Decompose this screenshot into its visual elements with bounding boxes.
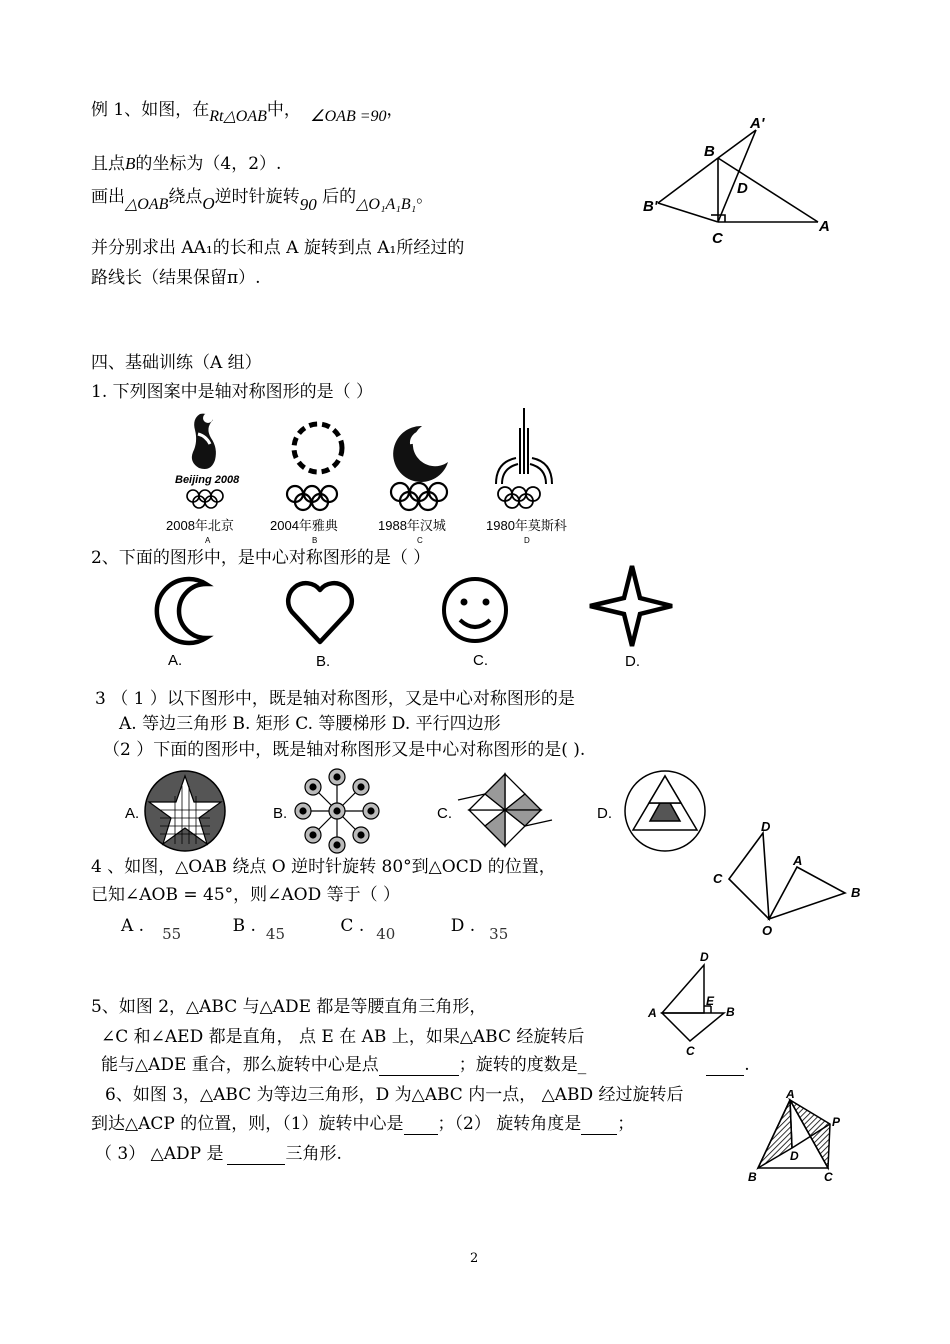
fig6-label-p: P: [832, 1115, 841, 1129]
fig4-label-c: C: [713, 871, 723, 886]
q6-line3: （ 3） △ADP 是 三角形.: [95, 1144, 342, 1164]
fig1-label-c: C: [712, 230, 723, 247]
fig5-label-e: E: [706, 994, 715, 1008]
q4-figure: [705, 815, 870, 940]
smiley-shape: [444, 579, 506, 641]
fig4-label-a: A: [793, 853, 803, 868]
q1-letter-d: D: [524, 536, 530, 545]
q4-val-b: 45: [265, 925, 285, 943]
fig5-label-a: A: [648, 1006, 657, 1020]
fig6-label-a: A: [786, 1090, 795, 1101]
q4-val-c: 40: [376, 925, 396, 943]
q5-line1: 5、如图 2，△ABC 与△ADE 都是等腰直角三角形，: [91, 997, 487, 1017]
fig1-label-b1: B': [643, 198, 658, 215]
fig4-label-d: D: [761, 819, 771, 834]
q4-opt-c: C .: [340, 916, 365, 936]
q4-options: [121, 915, 509, 943]
q4-opt-b: B .: [232, 916, 256, 936]
fig1-label-d: D: [737, 180, 748, 197]
q4-val-d: 35: [489, 925, 509, 943]
heart-shape: [288, 583, 352, 642]
q3-letter-a: A.: [125, 805, 140, 822]
q6-blank-type[interactable]: [227, 1148, 285, 1165]
q3-letter-c: C.: [437, 805, 452, 822]
example1-figure: [638, 110, 838, 250]
q4-val-a: 55: [162, 925, 182, 943]
pinwheel-figure: [458, 774, 552, 846]
q1-caption-d: 1980年莫斯科: [486, 518, 567, 533]
example1-line2: 且点B的坐标为（4，2）.: [91, 154, 282, 174]
section-title: 四、基础训练（A 组）: [91, 353, 262, 373]
fig5-label-c: C: [686, 1044, 695, 1058]
fig6-label-b: B: [748, 1170, 757, 1184]
page-number: 2: [470, 1251, 479, 1266]
q2-letter-c: C.: [473, 652, 488, 669]
circle-triangle-figure: [625, 771, 705, 851]
fig1-label-a1: A': [750, 115, 765, 132]
q3-letter-d: D.: [597, 805, 612, 822]
q6-blank-center[interactable]: [404, 1118, 438, 1135]
q2-letter-a: A.: [168, 652, 183, 669]
fig4-label-b: B: [851, 885, 861, 900]
q3-line3: （2 ）下面的图形中，既是轴对称图形又是中心对称图形的是( ).: [103, 740, 586, 760]
q1-letter-a: A: [205, 536, 211, 545]
q1-caption-c: 1988年汉城: [378, 518, 446, 533]
q3-line2: A. 等边三角形 B. 矩形 C. 等腰梯形 D. 平行四边形: [119, 714, 501, 734]
q2-text: 2、下面的图形中，是中心对称图形的是（ ）: [91, 548, 431, 568]
q5-line3: 能与△ADE 重合，那么旋转中心是点 ；旋转的度数是_ .: [101, 1055, 750, 1075]
q1-caption-a: 2008年北京: [166, 518, 234, 533]
q1-caption-b: 2004年雅典: [270, 518, 338, 533]
q3-line1: 3 （ 1 ）以下图形中，既是轴对称图形，又是中心对称图形的是: [95, 689, 575, 709]
q4-line2: 已知∠AOB = 45°，则∠AOD 等于（ ）: [91, 885, 401, 905]
q2-letter-d: D.: [625, 653, 640, 670]
example1-line4: 并分别求出 AA₁的长和点 A 旋转到点 A₁所经过的: [91, 238, 465, 258]
flower-figure: [295, 769, 379, 853]
moscow-logo: [496, 408, 552, 508]
circle-star-figure: [145, 771, 225, 851]
q6-line1: 6、如图 3，△ABC 为等边三角形，D 为△ABC 内一点， △ABD 经过旋转后: [105, 1085, 684, 1105]
fig5-label-d: D: [700, 950, 709, 964]
q2-letter-b: B.: [316, 653, 331, 670]
fig5-label-b: B: [726, 1005, 735, 1019]
fig6-label-d: D: [790, 1149, 799, 1163]
example1-line5: 路线长（结果保留π）.: [91, 268, 261, 288]
fig6-label-c: C: [824, 1170, 833, 1184]
beijing-logo-text: Beijing 2008: [175, 474, 240, 486]
q6-figure: [742, 1090, 852, 1190]
q4-opt-a: A .: [121, 916, 145, 936]
q3-figures: [120, 766, 720, 858]
q3-letter-b: B.: [273, 805, 288, 822]
fig1-label-a: A: [819, 218, 830, 235]
q1-letter-b: B: [312, 536, 318, 545]
q5-blank-degree[interactable]: [706, 1059, 744, 1076]
four-point-star-shape: [590, 566, 672, 646]
crescent-shape: [157, 579, 206, 643]
q4-line1: 4 、如图，△OAB 绕点 O 逆时针旋转 80°到△OCD 的位置，: [91, 857, 556, 877]
fig1-label-b: B: [704, 143, 715, 160]
q6-blank-angle[interactable]: [581, 1118, 617, 1135]
example1-line1: 例 1、如图，在Rt△OAB中， ∠OAB =90，: [91, 100, 404, 125]
q5-blank-center[interactable]: [379, 1059, 459, 1076]
q1-letter-c: C: [417, 536, 423, 545]
beijing-logo: [175, 413, 240, 508]
q6-line2: 到达△ACP 的位置，则，（1）旋转中心是 ；（2） 旋转角度是 ；: [91, 1114, 635, 1134]
q1-text: 1. 下列图案中是轴对称图形的是（ ）: [91, 382, 374, 402]
example1-line3: 画出△OAB绕点O逆时针旋转90 后的△O₁A₁B₁。: [91, 187, 434, 214]
q5-line2: ∠C 和∠AED 都是直角， 点 E 在 AB 上，如果△ABC 经旋转后: [101, 1027, 585, 1047]
q1-figures: [150, 404, 590, 546]
q5-figure: [640, 945, 750, 1060]
athens-logo: [287, 424, 342, 510]
fig4-label-o: O: [762, 923, 773, 938]
q4-opt-d: D .: [450, 916, 476, 936]
seoul-logo: [391, 426, 448, 510]
q2-figures: [130, 562, 690, 672]
